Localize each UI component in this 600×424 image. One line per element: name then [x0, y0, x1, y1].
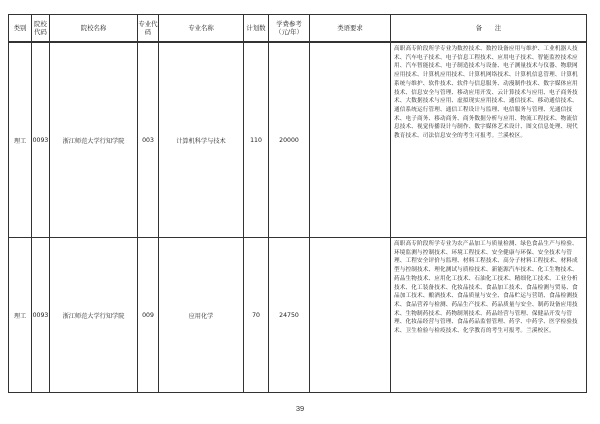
header-tuition: 学费参考（元/年） — [269, 15, 310, 43]
page-number: 39 — [295, 404, 305, 413]
table-row — [9, 238, 587, 393]
cell-exam-requirement — [310, 238, 391, 393]
cell-tuition: 20000 — [269, 42, 310, 238]
table-header-row — [9, 15, 587, 43]
cell-category: 理工 — [9, 42, 32, 238]
cell-major-code: 003 — [138, 42, 159, 238]
cell-school-name: 浙江师范大学行知学院 — [50, 238, 138, 393]
cell-remarks: 高职高专阶段所学专业为数控技术、数控设备应用与维护、工业机器人技术、汽车电子技术、电子信息工程技术、应用电子技术、智能监控技术应用、汽车智能技术、电子制造技术与设备、电子测量技术与仪器、物联网应用技术、计算机应用技术、计算机网络技术、计算机信息管理、计算机系统与维护、软件技术、软件与信息服务、动漫制作技术、数字媒体应用技术、信息安全与管理、移动应用开发、云计算技术与应用、电子商务技术、大数据技术与应用、虚拟现实应用技术、通信技术、移动通信技术、通信系统运行管理、通信工程设计与监理、电信服务与管理、光通信技术、电子商务、移动商务、商务数据分析与应用、物流工程技术、物流信息技术、视觉传播设计与制作、数字媒体艺术设计、图文信息处理、现代教育技术、司法信息安全的考生可报考。兰溪校区。 — [391, 42, 587, 238]
header-remarks: 备 注 — [391, 15, 587, 43]
header-plan-count: 计划数 — [244, 15, 269, 43]
cell-plan-count: 70 — [244, 238, 269, 393]
cell-school-name: 浙江师范大学行知学院 — [50, 42, 138, 238]
header-school-code: 院校代码 — [32, 15, 50, 43]
cell-school-code: 0093 — [32, 238, 50, 393]
cell-exam-requirement — [310, 42, 391, 238]
admissions-table — [8, 14, 587, 393]
cell-tuition: 24750 — [269, 238, 310, 393]
cell-category: 理工 — [9, 238, 32, 393]
header-major-code: 专业代码 — [138, 15, 159, 43]
table-row — [9, 42, 587, 238]
header-category: 类别 — [9, 15, 32, 43]
header-school-name: 院校名称 — [50, 15, 138, 43]
cell-remarks: 高职高专阶段所学专业为农产品加工与质量检测、绿色食品生产与检验、环境监测与控制技术、环境工程技术、安全健康与环保、安全技术与管理、工程安全评价与监理、材料工程技术、高分子材料工程技术、材料成型与控制技术、理化测试与质检技术、新能源汽车技术、化工生物技术、药品生物技术、应用化工技术、石油化工技术、精细化工技术、工业分析技术、化工装备技术、化妆品技术、食品加工技术、食品检测与贸易、食品加工技术、酿酒技术、食品质量与安全、食品贮运与营销、食品检测技术、食品营养与检测、药品生产技术、药品质量与安全、制药设备应用技术、生物制药技术、药物制剂技术、药品经营与管理、保健品开发与管理、化妆品经营与管理、食品药品监督管理、药学、中药学、医学检验技术、卫生检验与检疫技术、化学教育的考生可报考。兰溪校区。 — [391, 238, 587, 393]
cell-plan-count: 110 — [244, 42, 269, 238]
header-exam-requirement: 类语要求 — [310, 15, 391, 43]
cell-school-code: 0093 — [32, 42, 50, 238]
cell-major-name: 应用化学 — [159, 238, 244, 393]
cell-major-name: 计算机科学与技术 — [159, 42, 244, 238]
cell-major-code: 009 — [138, 238, 159, 393]
header-major-name: 专业名称 — [159, 15, 244, 43]
